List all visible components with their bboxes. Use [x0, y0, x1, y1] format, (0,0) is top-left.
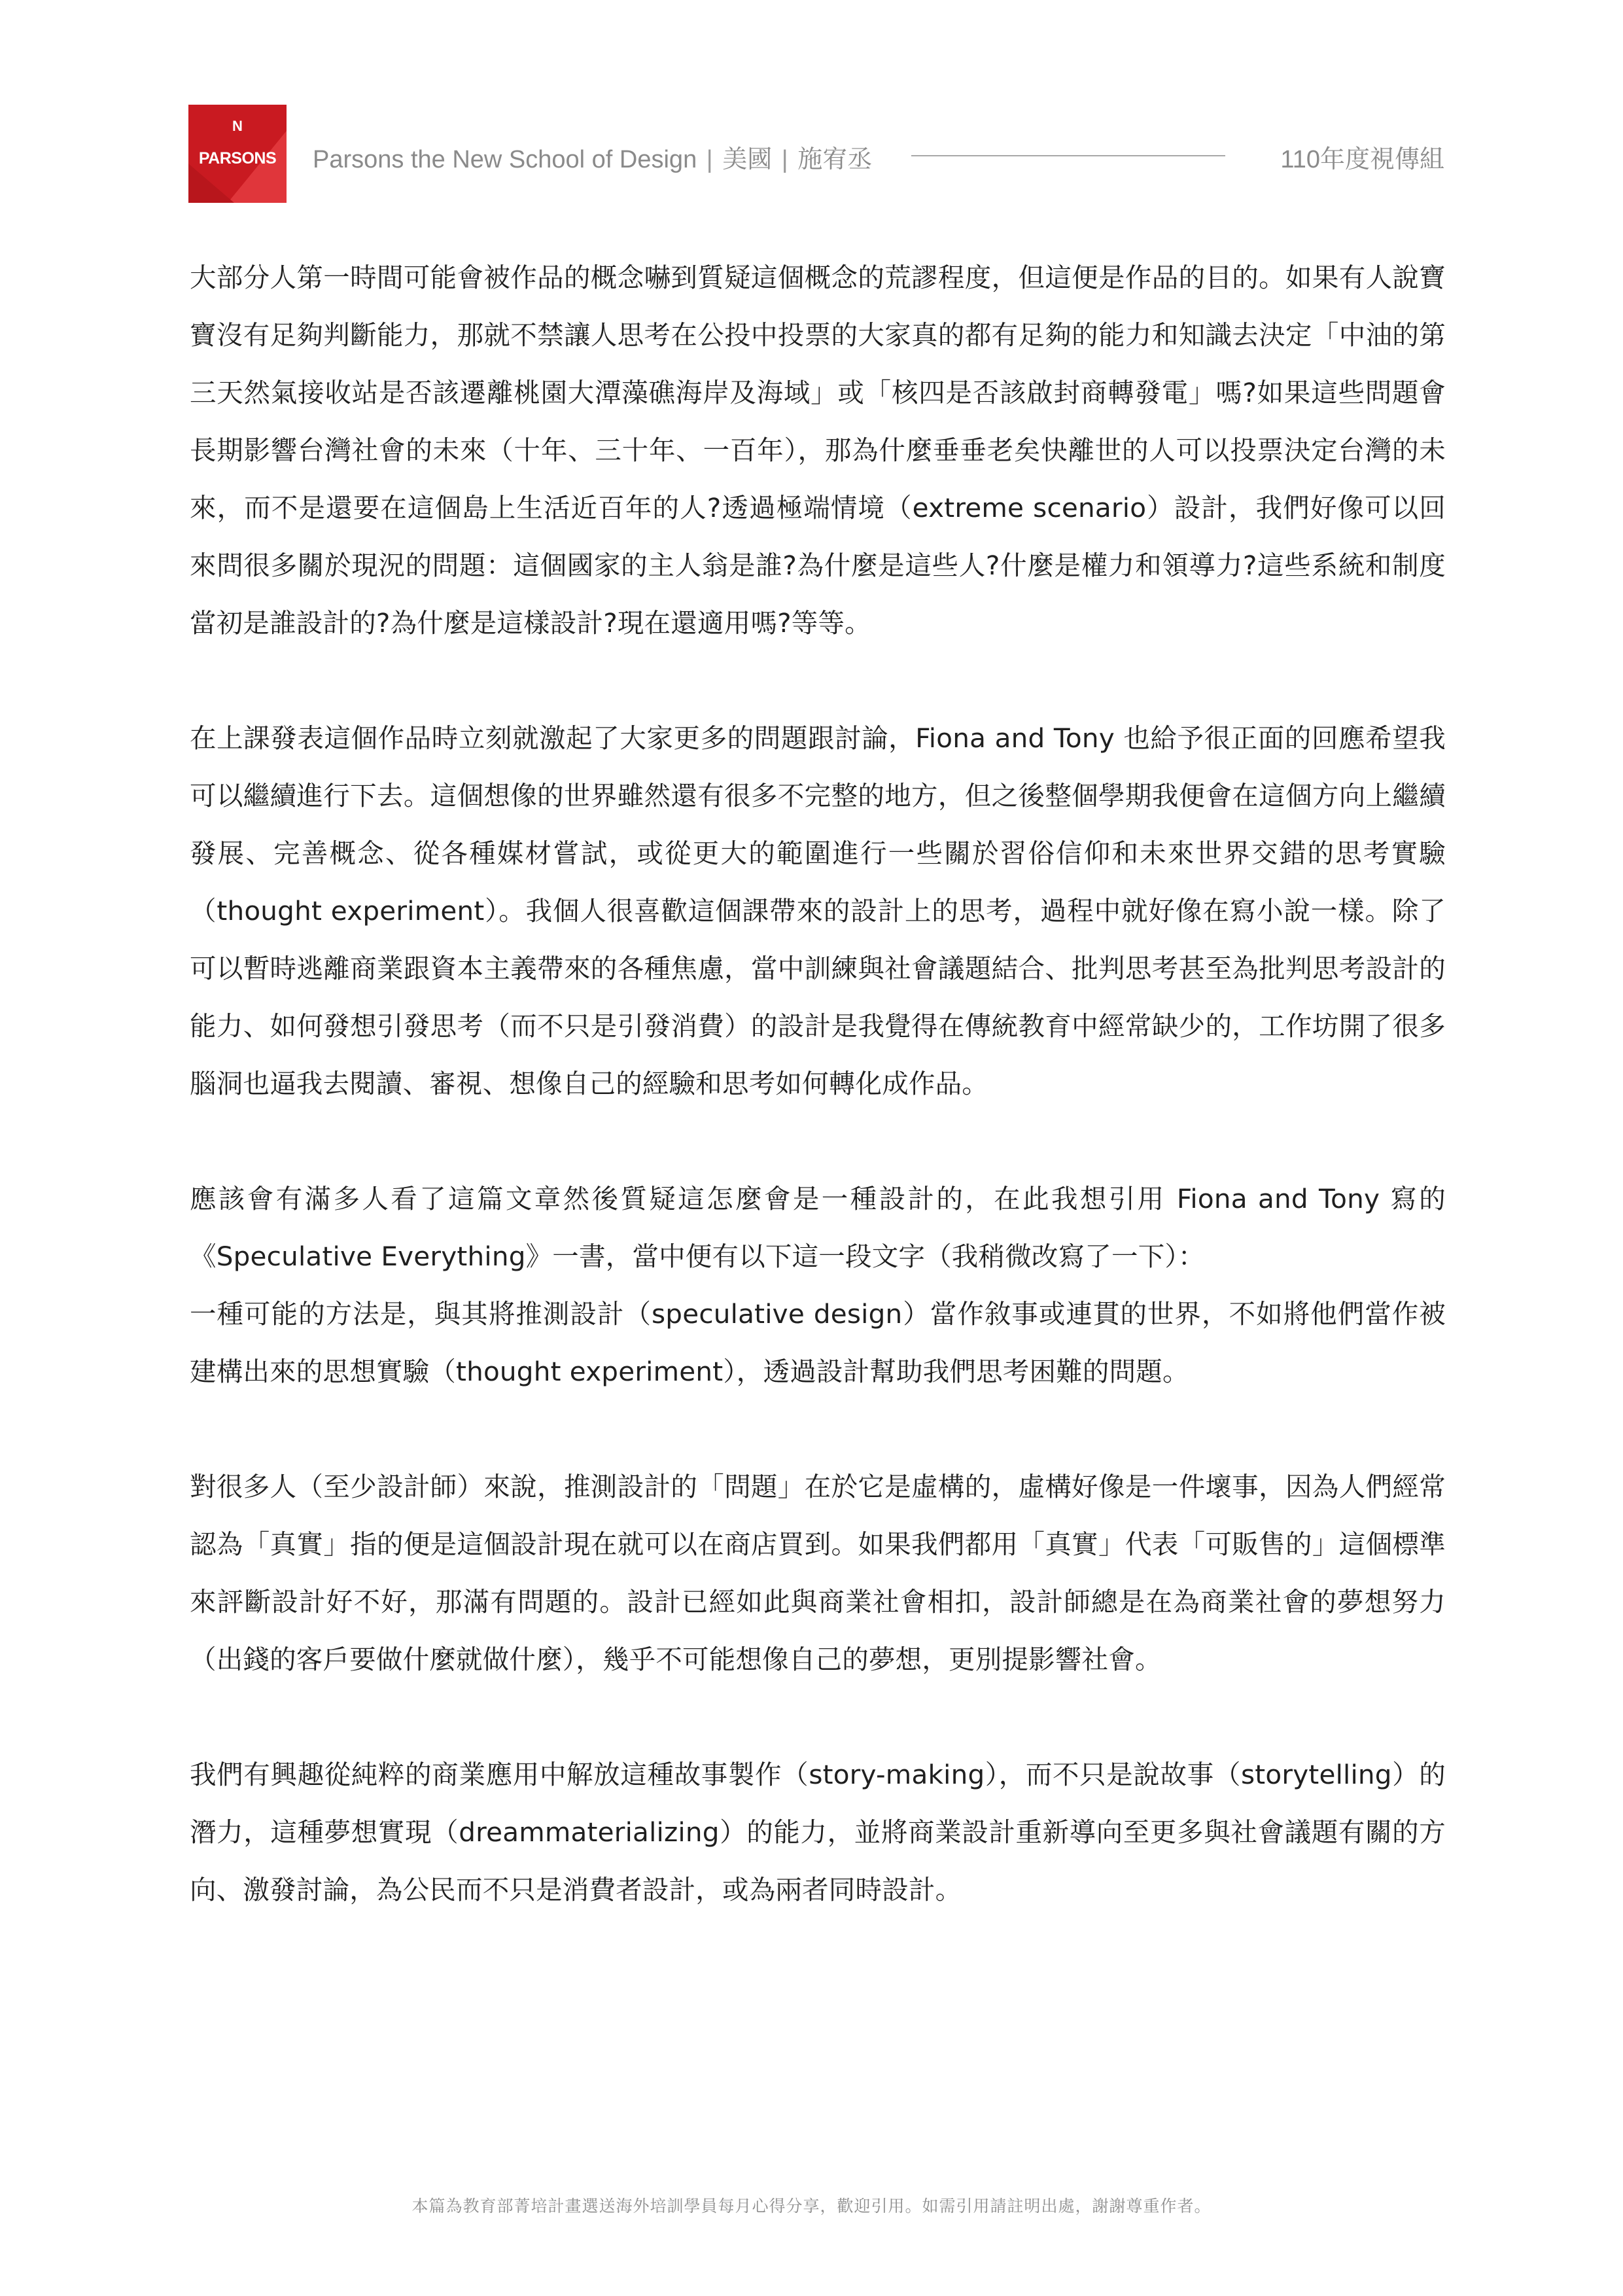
- parsons-logo: [188, 105, 287, 203]
- country: 美國: [722, 146, 773, 173]
- paragraph: 我們有興趣從純粹的商業應用中解放這種故事製作（story-making），而不只是說故事（storytelling）的潛力，這種夢想實現（dreammaterializing）的能力，並將商業設計重新導向至更多與社會議題有關的方向、激發討論，為公民而不只是消費者設計，或為兩者同時設計。: [190, 1759, 1446, 1905]
- header-info: [313, 139, 872, 175]
- header-divider: [911, 155, 1225, 156]
- page-header: [188, 105, 1444, 203]
- paragraph: 對很多人（至少設計師）來說，推測設計的「問題」在於它是虛構的，虛構好像是一件壞事，因為人們經常認為「真實」指的便是這個設計現在就可以在商店買到。如果我們都用「真實」代表「可販售的」這個標準來評斷設計好不好，那滿有問題的。設計已經如此與商業社會相扣，設計師總是在為商業社會的夢想努力（出錢的客戶要做什麼就做什麼），幾乎不可能想像自己的夢想，更別提影響社會。: [190, 1471, 1446, 1675]
- school-name: Parsons the New School of Design: [313, 146, 697, 173]
- logo-mark: N: [232, 118, 243, 134]
- paragraph: 大部分人第一時間可能會被作品的概念嚇到質疑這個概念的荒謬程度，但這便是作品的目的。如果有人說寶寶沒有足夠判斷能力，那就不禁讓人思考在公投中投票的大家真的都有足夠的能力和知識去決定「中油的第三天然氣接收站是否該遷離桃園大潭藻礁海岸及海域」或「核四是否該啟封商轉發電」嗎?如果這些問題會長期影響台灣社會的未來（十年、三十年、一百年），那為什麼垂垂老矣快離世的人可以投票決定台灣的未來，而不是還要在這個島上生活近百年的人?透過極端情境（extreme scenario）設計，我們好像可以回來問很多關於現況的問題：這個國家的主人翁是誰?為什麼是這些人?什麼是權力和領導力?這些系統和制度當初是誰設計的?為什麼是這樣設計?現在還適用嗎?等等。: [190, 262, 1446, 639]
- footer-note: 本篇為教育部菁培計畫選送海外培訓學員每月心得分享，歡迎引用。如需引用請註明出處，謝謝尊重作者。: [411, 2197, 1212, 2216]
- section-label: 110年度視傳組: [1280, 146, 1444, 173]
- author-name: 施宥丞: [797, 146, 873, 173]
- logo-text: PARSONS: [198, 149, 277, 168]
- paragraph: 應該會有滿多人看了這篇文章然後質疑這怎麼會是一種設計的，在此我想引用 Fiona and Tony 寫的《Speculative Everything》一書，當中便有以下這一段文字（我稍微改寫了一下）：: [190, 1183, 1446, 1272]
- article-body: [190, 249, 1446, 1918]
- separator: |: [781, 146, 788, 173]
- quote-paragraph: 一種可能的方法是，與其將推測設計（speculative design）當作敘事或連貫的世界，不如將他們當作被建構出來的思想實驗（thought experiment），透過設計幫助我們思考困難的問題。: [190, 1298, 1446, 1387]
- separator: |: [706, 146, 713, 173]
- paragraph: 在上課發表這個作品時立刻就激起了大家更多的問題跟討論，Fiona and Tony 也給予很正面的回應希望我可以繼續進行下去。這個想像的世界雖然還有很多不完整的地方，但之後整個學期我便會在這個方向上繼續發展、完善概念、從各種媒材嘗試，或從更大的範圍進行一些關於習俗信仰和未來世界交錯的思考實驗（thought experiment）。我個人很喜歡這個課帶來的設計上的思考，過程中就好像在寫小說一樣。除了可以暫時逃離商業跟資本主義帶來的各種焦慮，當中訓練與社會議題結合、批判思考甚至為批判思考設計的能力、如何發想引發思考（而不只是引發消費）的設計是我覺得在傳統教育中經常缺少的，工作坊開了很多腦洞也逼我去閱讀、審視、想像自己的經驗和思考如何轉化成作品。: [190, 722, 1446, 1099]
